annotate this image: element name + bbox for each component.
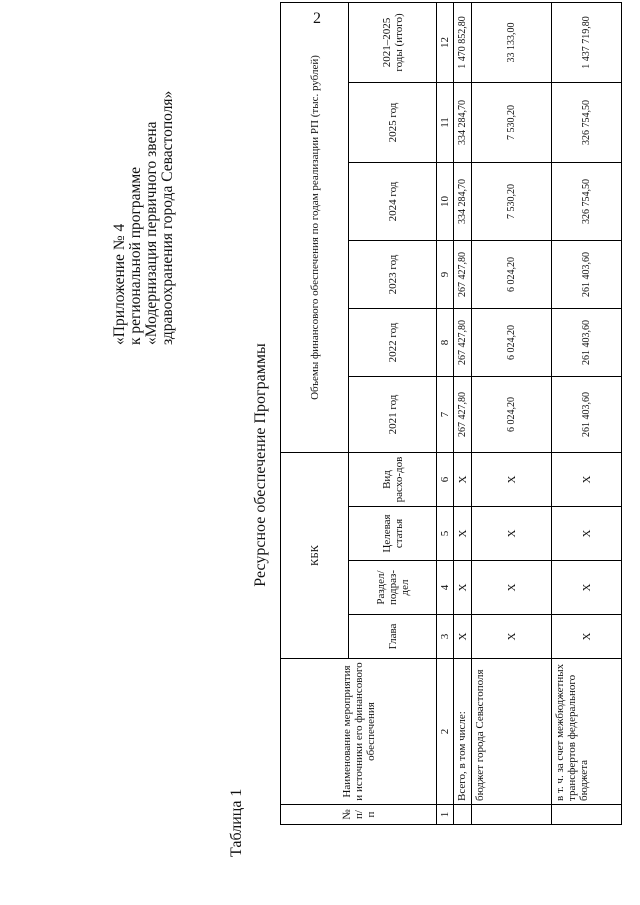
col-number: 2 <box>437 659 454 805</box>
col-number: 7 <box>437 377 454 453</box>
header-num: № п/п <box>281 805 437 825</box>
row-vid: Х <box>454 453 472 507</box>
col-number: 4 <box>437 561 454 615</box>
col-number: 10 <box>437 163 454 241</box>
row-total: 1 470 852,80 <box>454 2 472 82</box>
header-year: 2025 год <box>349 83 437 163</box>
row-y2022: 6 024,20 <box>472 309 552 377</box>
appendix-line: «Приложение № 4 <box>111 223 128 345</box>
row-y2025: 334 284,70 <box>454 83 472 163</box>
page-number: 2 <box>313 10 321 27</box>
table-caption: Таблица 1 <box>228 788 245 857</box>
resource-table <box>280 2 622 825</box>
col-number: 6 <box>437 453 454 507</box>
col-number: 1 <box>437 805 454 825</box>
header-year: 2024 год <box>349 163 437 241</box>
row-y2023: 261 403,60 <box>552 241 622 309</box>
table-row <box>454 2 472 824</box>
row-statya: Х <box>472 507 552 561</box>
row-total: 1 437 719,80 <box>552 2 622 82</box>
row-vid: Х <box>552 453 622 507</box>
header-vid: Вид расхо-дов <box>349 453 437 507</box>
table-row <box>552 2 622 824</box>
header-glava: Глава <box>349 615 437 659</box>
row-y2021: 267 427,80 <box>454 377 472 453</box>
row-glava: Х <box>552 615 622 659</box>
header-statya: Целевая статья <box>349 507 437 561</box>
header-year: 2023 год <box>349 241 437 309</box>
header-volumes: Объемы финансового обеспечения по годам реализации РП (тыс. рублей) <box>281 2 349 452</box>
row-y2025: 326 754,50 <box>552 83 622 163</box>
row-y2024: 326 754,50 <box>552 163 622 241</box>
row-vid: Х <box>472 453 552 507</box>
row-y2023: 267 427,80 <box>454 241 472 309</box>
col-number: 9 <box>437 241 454 309</box>
col-number: 12 <box>437 2 454 82</box>
header-year-total: 2021–2025 годы (итого) <box>349 2 437 82</box>
row-y2023: 6 024,20 <box>472 241 552 309</box>
document-title: Ресурсное обеспечение Программы <box>252 343 269 587</box>
row-statya: Х <box>552 507 622 561</box>
row-razdel: Х <box>472 561 552 615</box>
row-y2024: 334 284,70 <box>454 163 472 241</box>
header-razdel: Раздел/ подраз-дел <box>349 561 437 615</box>
row-glava: Х <box>454 615 472 659</box>
header-kbk: КБК <box>281 453 349 659</box>
header-year: 2022 год <box>349 309 437 377</box>
row-y2022: 267 427,80 <box>454 309 472 377</box>
col-number: 3 <box>437 615 454 659</box>
col-number: 11 <box>437 83 454 163</box>
row-y2025: 7 530,20 <box>472 83 552 163</box>
row-y2022: 261 403,60 <box>552 309 622 377</box>
appendix-line: «Модернизация первичного звена <box>143 121 160 345</box>
row-num <box>472 805 552 825</box>
row-y2021: 6 024,20 <box>472 377 552 453</box>
appendix-header <box>112 15 176 345</box>
appendix-line: к региональной программе <box>127 166 144 345</box>
row-statya: Х <box>454 507 472 561</box>
col-number: 8 <box>437 309 454 377</box>
row-y2024: 7 530,20 <box>472 163 552 241</box>
row-num <box>552 805 622 825</box>
row-razdel: Х <box>552 561 622 615</box>
table-row <box>472 2 552 824</box>
header-year: 2021 год <box>349 377 437 453</box>
row-name: в т. ч. за счет межбюджетных трансфертов федерального бюджета <box>552 659 622 805</box>
row-razdel: Х <box>454 561 472 615</box>
header-name: Наименование мероприятия и источники его финансового обеспечения <box>281 659 437 805</box>
row-total: 33 133,00 <box>472 2 552 82</box>
appendix-line: здравоохранения города Севастополя» <box>159 90 176 345</box>
col-number: 5 <box>437 507 454 561</box>
row-name: Всего, в том числе: <box>454 659 472 805</box>
row-y2021: 261 403,60 <box>552 377 622 453</box>
row-num <box>454 805 472 825</box>
row-glava: Х <box>472 615 552 659</box>
row-name: бюджет города Севастополя <box>472 659 552 805</box>
